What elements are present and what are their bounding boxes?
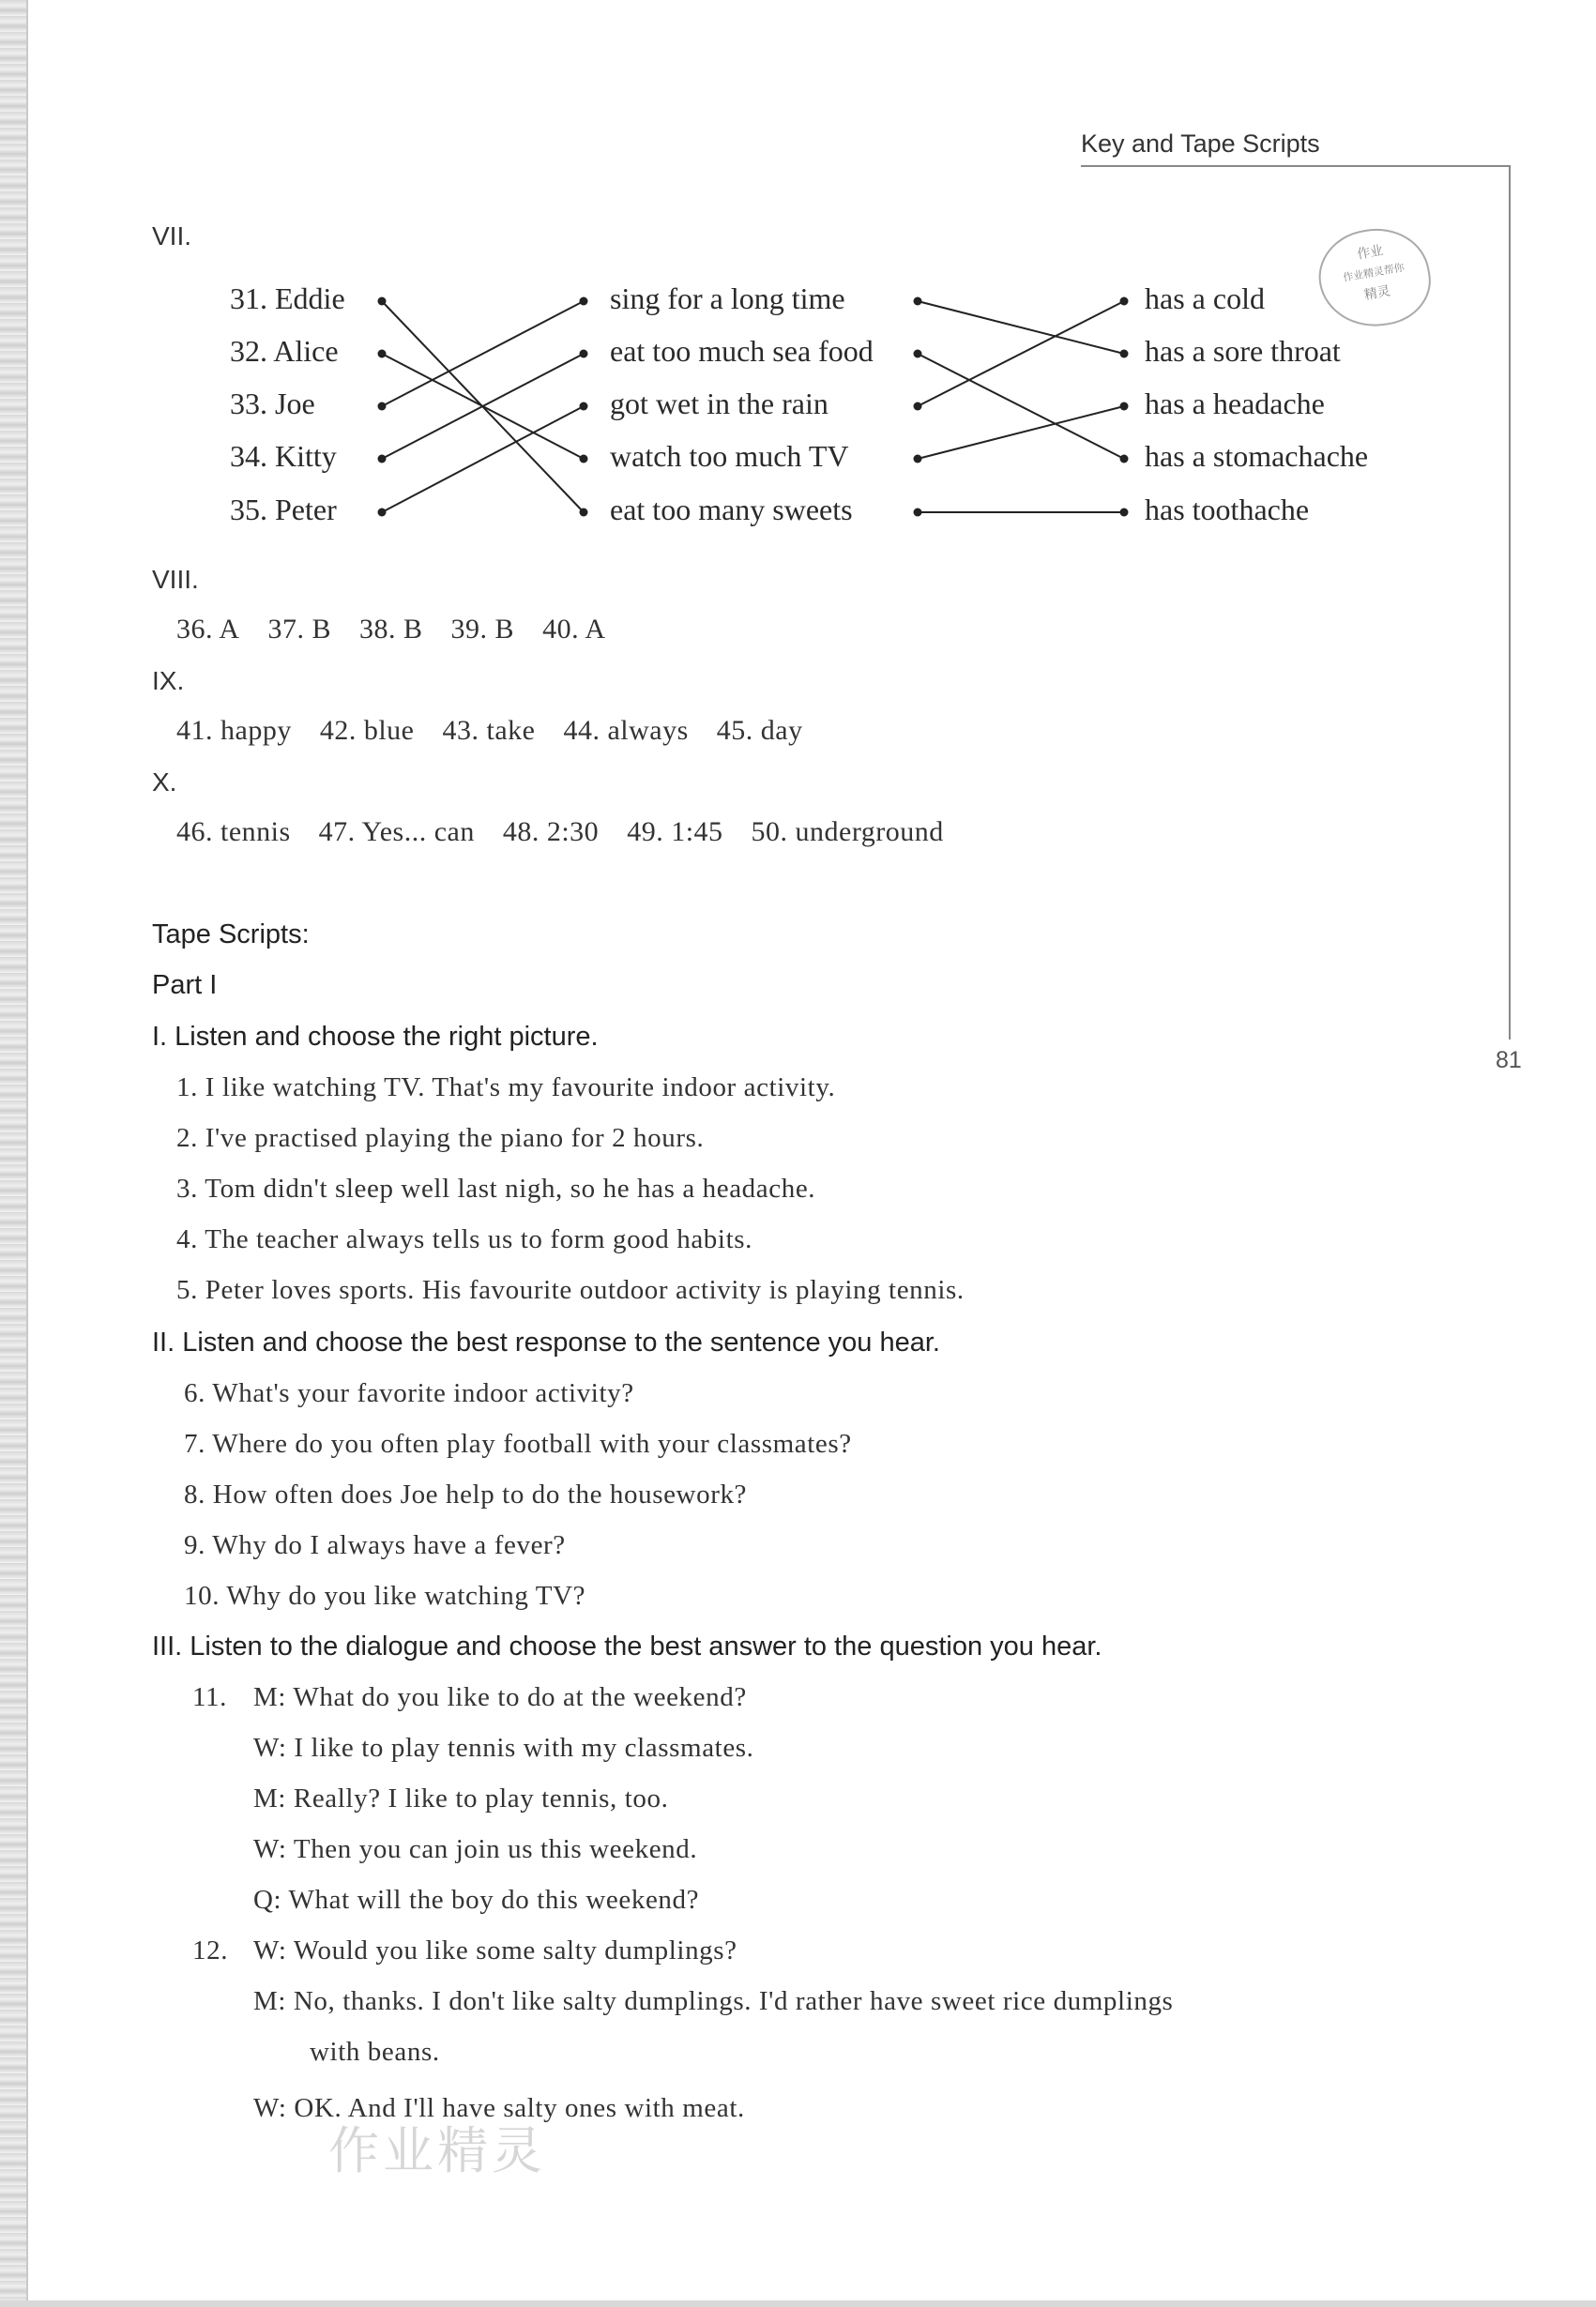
question-number: 12. — [192, 1935, 229, 1966]
section-x-label: X. — [152, 767, 177, 797]
name-item: 31. Eddie — [230, 281, 345, 315]
stamp-line: 作业 — [1356, 243, 1385, 263]
question-number: 11. — [192, 1682, 227, 1712]
section-viii-label: VIII. — [152, 565, 199, 594]
illness-dot — [1120, 297, 1129, 306]
answer-item: 48. 2:30 — [502, 816, 600, 847]
section-ix-label: IX. — [152, 666, 185, 695]
answer-item: 45. day — [716, 715, 803, 746]
part-title: Part I — [152, 970, 218, 1000]
name-item: 33. Joe — [230, 387, 315, 420]
cause-left-dot — [580, 508, 588, 517]
answer-item: 43. take — [442, 715, 536, 746]
script-line: 7. Where do you often play football with your classmates? — [184, 1429, 852, 1459]
script-line: 6. What's your favorite indoor activity? — [184, 1378, 634, 1408]
name-dot — [378, 350, 387, 358]
watermark: 作业精灵 — [328, 2121, 546, 2180]
script-line: 2. I've practised playing the piano for 2 hours. — [176, 1123, 705, 1153]
cause-illness-link — [918, 406, 1124, 459]
answer-item: 50. underground — [751, 816, 944, 847]
answer-item: 46. tennis — [176, 816, 291, 847]
answer-row-viii — [176, 614, 634, 645]
illness-dot — [1120, 455, 1129, 463]
illness-dot — [1120, 402, 1129, 411]
dialogue-line: W: I like to play tennis with my classmates. — [253, 1733, 754, 1763]
tape-scripts-title: Tape Scripts: — [152, 919, 310, 949]
illness-item: has a headache — [1145, 387, 1325, 420]
answer-item: 38. B — [359, 614, 423, 645]
dialogue-line: M: No, thanks. I don't like salty dumplings. I'd rather have sweet rice dumplings — [253, 1986, 1174, 2016]
illness-item: has toothache — [1145, 493, 1310, 526]
cause-left-dot — [580, 350, 588, 358]
dialogue-line: with beans. — [310, 2037, 440, 2067]
cause-left-dot — [580, 297, 588, 306]
cause-left-dot — [580, 455, 588, 463]
dialogue-line: W: Would you like some salty dumplings? — [253, 1935, 737, 1966]
cause-illness-link — [918, 301, 1124, 354]
running-header: Key and Tape Scripts — [1081, 129, 1320, 158]
name-dot — [378, 297, 387, 306]
script-line: 5. Peter loves sports. His favourite outdoor activity is playing tennis. — [176, 1275, 965, 1305]
name-dot — [378, 455, 387, 463]
script-line: 10. Why do you like watching TV? — [184, 1581, 586, 1611]
dialogue-line: M: Really? I like to play tennis, too. — [253, 1783, 669, 1814]
script-line: 1. I like watching TV. That's my favourite indoor activity. — [176, 1072, 836, 1102]
section-title: I. Listen and choose the right picture. — [152, 1022, 599, 1052]
dialogue-line: W: Then you can join us this weekend. — [253, 1834, 698, 1864]
illness-item: has a stomachache — [1145, 439, 1369, 473]
matching-lines — [0, 0, 1596, 563]
answer-row-x — [176, 816, 972, 848]
section-title: III. Listen to the dialogue and choose the best answer to the question you hear. — [152, 1632, 1102, 1662]
answer-item: 39. B — [450, 614, 515, 645]
cause-item: eat too much sea food — [610, 334, 874, 368]
bottom-edge — [0, 2300, 1596, 2307]
cause-right-dot — [914, 455, 922, 463]
page-number: 81 — [1496, 1047, 1522, 1073]
illness-item: has a sore throat — [1145, 334, 1341, 368]
illness-dot — [1120, 350, 1129, 358]
cause-item: sing for a long time — [610, 281, 845, 315]
answer-item: 37. B — [267, 614, 332, 645]
answer-item: 40. A — [542, 614, 606, 645]
script-line: 8. How often does Joe help to do the housework? — [184, 1480, 748, 1510]
illness-dot — [1120, 508, 1129, 517]
name-item: 35. Peter — [230, 493, 337, 526]
stamp-line: 精灵 — [1362, 283, 1392, 304]
name-cause-link — [382, 301, 584, 406]
cause-illness-link — [918, 301, 1124, 406]
cause-left-dot — [580, 402, 588, 411]
cause-item: got wet in the rain — [610, 387, 828, 420]
cause-illness-link — [918, 354, 1124, 459]
answer-item: 42. blue — [319, 715, 415, 746]
name-item: 34. Kitty — [230, 439, 337, 473]
answer-item: 49. 1:45 — [627, 816, 723, 847]
section-title: II. Listen and choose the best response to the sentence you hear. — [152, 1328, 940, 1358]
answer-item: 36. A — [176, 614, 240, 645]
answer-item: 44. always — [563, 715, 689, 746]
name-dot — [378, 402, 387, 411]
cause-right-dot — [914, 297, 922, 306]
dialogue-line: Q: What will the boy do this weekend? — [253, 1885, 700, 1915]
cause-right-dot — [914, 350, 922, 358]
script-line: 4. The teacher always tells us to form good habits. — [176, 1224, 752, 1254]
illness-item: has a cold — [1145, 281, 1265, 315]
name-dot — [378, 508, 387, 517]
cause-right-dot — [914, 508, 922, 517]
answer-row-ix — [176, 715, 831, 747]
script-line: 9. Why do I always have a fever? — [184, 1530, 566, 1560]
name-item: 32. Alice — [230, 334, 339, 368]
cause-item: watch too much TV — [610, 439, 849, 473]
name-cause-link — [382, 406, 584, 512]
answer-item: 47. Yes... can — [318, 816, 475, 847]
cause-right-dot — [914, 402, 922, 411]
answer-item: 41. happy — [176, 715, 292, 746]
dialogue-line: M: What do you like to do at the weekend? — [253, 1682, 747, 1712]
stamp-line: 作业精灵帮你 — [1342, 261, 1406, 284]
script-line: 3. Tom didn't sleep well last nigh, so he has a headache. — [176, 1174, 816, 1204]
section-vii-label: VII. — [152, 221, 192, 250]
dialogue-line: W: OK. And I'll have salty ones with meat. — [253, 2093, 745, 2123]
cause-item: eat too many sweets — [610, 493, 853, 526]
